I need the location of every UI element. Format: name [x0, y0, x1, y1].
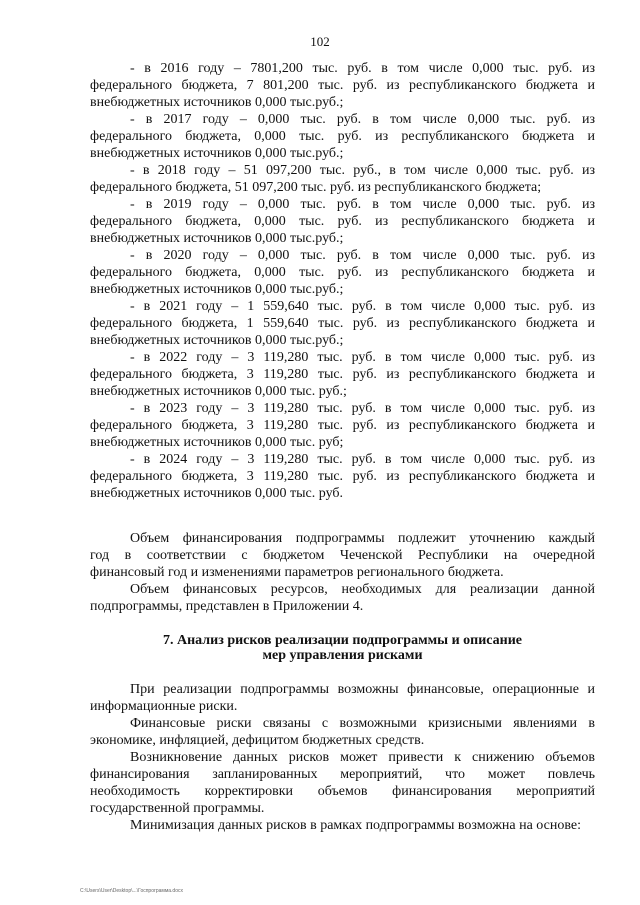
paragraph-risk-consequences: [90, 749, 595, 817]
text-line: Возникновение данных рисков может привести к снижению объемов: [130, 750, 595, 765]
text-line: - в 2024 году – 3 119,280 тыс. руб. в том числе 0,000 тыс. руб. из: [130, 452, 595, 467]
paragraph-risk-types: [90, 681, 595, 715]
text-line: внебюджетных источников 0,000 тыс.руб.;: [90, 95, 344, 110]
text-line: федерального бюджета, 3 119,280 тыс. руб. из республиканского бюджета и: [90, 367, 595, 382]
text-line: - в 2022 году – 3 119,280 тыс. руб. в том числе 0,000 тыс. руб. из: [130, 350, 595, 365]
text-line: федерального бюджета, 0,000 тыс. руб. из республиканского бюджета и: [90, 265, 595, 280]
text-line: информационные риски.: [90, 699, 238, 714]
paragraph-funding-clarification: [90, 530, 595, 581]
heading-line: мер управления рисками: [262, 648, 423, 663]
text-line: Финансовые риски связаны с возможными кризисными явлениями в: [130, 716, 595, 731]
paragraph-risk-minimization: [90, 817, 595, 834]
document-body: [90, 60, 595, 834]
text-line: Объем финансовых ресурсов, необходимых для реализации данной: [130, 582, 595, 597]
text-line: федерального бюджета, 0,000 тыс. руб. из республиканского бюджета и: [90, 214, 595, 229]
file-path-footer: C:\Users\User\Desktop\...\Госпрограмма.docx: [80, 888, 183, 894]
year-funding-item: [90, 196, 595, 247]
year-funding-item: [90, 162, 595, 196]
text-line: федерального бюджета, 3 119,280 тыс. руб. из республиканского бюджета и: [90, 469, 595, 484]
year-funding-item: [90, 60, 595, 111]
page-number: 102: [310, 34, 330, 49]
text-line: внебюджетных источников 0,000 тыс. руб.: [90, 486, 344, 501]
funding-by-year-list: [90, 60, 595, 502]
text-line: экономике, инфляцией, дефицитом бюджетных средств.: [90, 733, 425, 748]
text-line: - в 2017 году – 0,000 тыс. руб. в том числе 0,000 тыс. руб. из: [130, 112, 595, 127]
text-line: внебюджетных источников 0,000 тыс.руб.;: [90, 282, 344, 297]
text-line: внебюджетных источников 0,000 тыс. руб.;: [90, 384, 347, 399]
paragraph-financial-risks: [90, 715, 595, 749]
text-line: - в 2019 году – 0,000 тыс. руб. в том числе 0,000 тыс. руб. из: [130, 197, 595, 212]
text-line: федерального бюджета, 51 097,200 тыс. руб. из республиканского бюджета;: [90, 180, 542, 195]
heading-line: 7. Анализ рисков реализации подпрограммы и описание: [162, 633, 523, 648]
paragraph-resources-appendix: [90, 581, 595, 615]
text-line: - в 2020 году – 0,000 тыс. руб. в том числе 0,000 тыс. руб. из: [130, 248, 595, 263]
text-line: федерального бюджета, 3 119,280 тыс. руб. из республиканского бюджета и: [90, 418, 595, 433]
text-line: федерального бюджета, 1 559,640 тыс. руб. из республиканского бюджета и: [90, 316, 595, 331]
text-line: год в соответствии с бюджетом Чеченской Республики на очередной: [90, 548, 595, 563]
text-line: - в 2023 году – 3 119,280 тыс. руб. в том числе 0,000 тыс. руб. из: [130, 401, 595, 416]
section-heading: [90, 633, 595, 663]
text-line: Объем финансирования подпрограммы подлежит уточнению каждый: [130, 531, 595, 546]
text-line: - в 2016 году – 7801,200 тыс. руб. в том числе 0,000 тыс. руб. из: [130, 61, 595, 76]
text-line: внебюджетных источников 0,000 тыс.руб.;: [90, 146, 344, 161]
text-line: - в 2018 году – 51 097,200 тыс. руб., в том числе 0,000 тыс. руб. из: [130, 163, 595, 178]
text-line: - в 2021 году – 1 559,640 тыс. руб. в том числе 0,000 тыс. руб. из: [130, 299, 595, 314]
text-line: При реализации подпрограммы возможны финансовые, операционные и: [130, 682, 595, 697]
text-line: федерального бюджета, 7 801,200 тыс. руб. из республиканского бюджета и: [90, 78, 595, 93]
year-funding-item: [90, 349, 595, 400]
year-funding-item: [90, 298, 595, 349]
year-funding-item: [90, 111, 595, 162]
text-line: Минимизация данных рисков в рамках подпрограммы возможна на основе:: [130, 818, 581, 833]
text-line: финансовый год и изменениями параметров регионального бюджета.: [90, 565, 504, 580]
year-funding-item: [90, 451, 595, 502]
text-line: необходимость корректировки объемов финансирования мероприятий: [90, 784, 595, 799]
text-line: финансирования запланированных мероприятий, что может повлечь: [90, 767, 595, 782]
text-line: внебюджетных источников 0,000 тыс. руб;: [90, 435, 344, 450]
text-line: внебюджетных источников 0,000 тыс.руб.;: [90, 333, 344, 348]
year-funding-item: [90, 400, 595, 451]
year-funding-item: [90, 247, 595, 298]
text-line: государственной программы.: [90, 801, 265, 816]
text-line: подпрограммы, представлен в Приложении 4.: [90, 599, 364, 614]
text-line: федерального бюджета, 0,000 тыс. руб. из республиканского бюджета и: [90, 129, 595, 144]
text-line: внебюджетных источников 0,000 тыс.руб.;: [90, 231, 344, 246]
